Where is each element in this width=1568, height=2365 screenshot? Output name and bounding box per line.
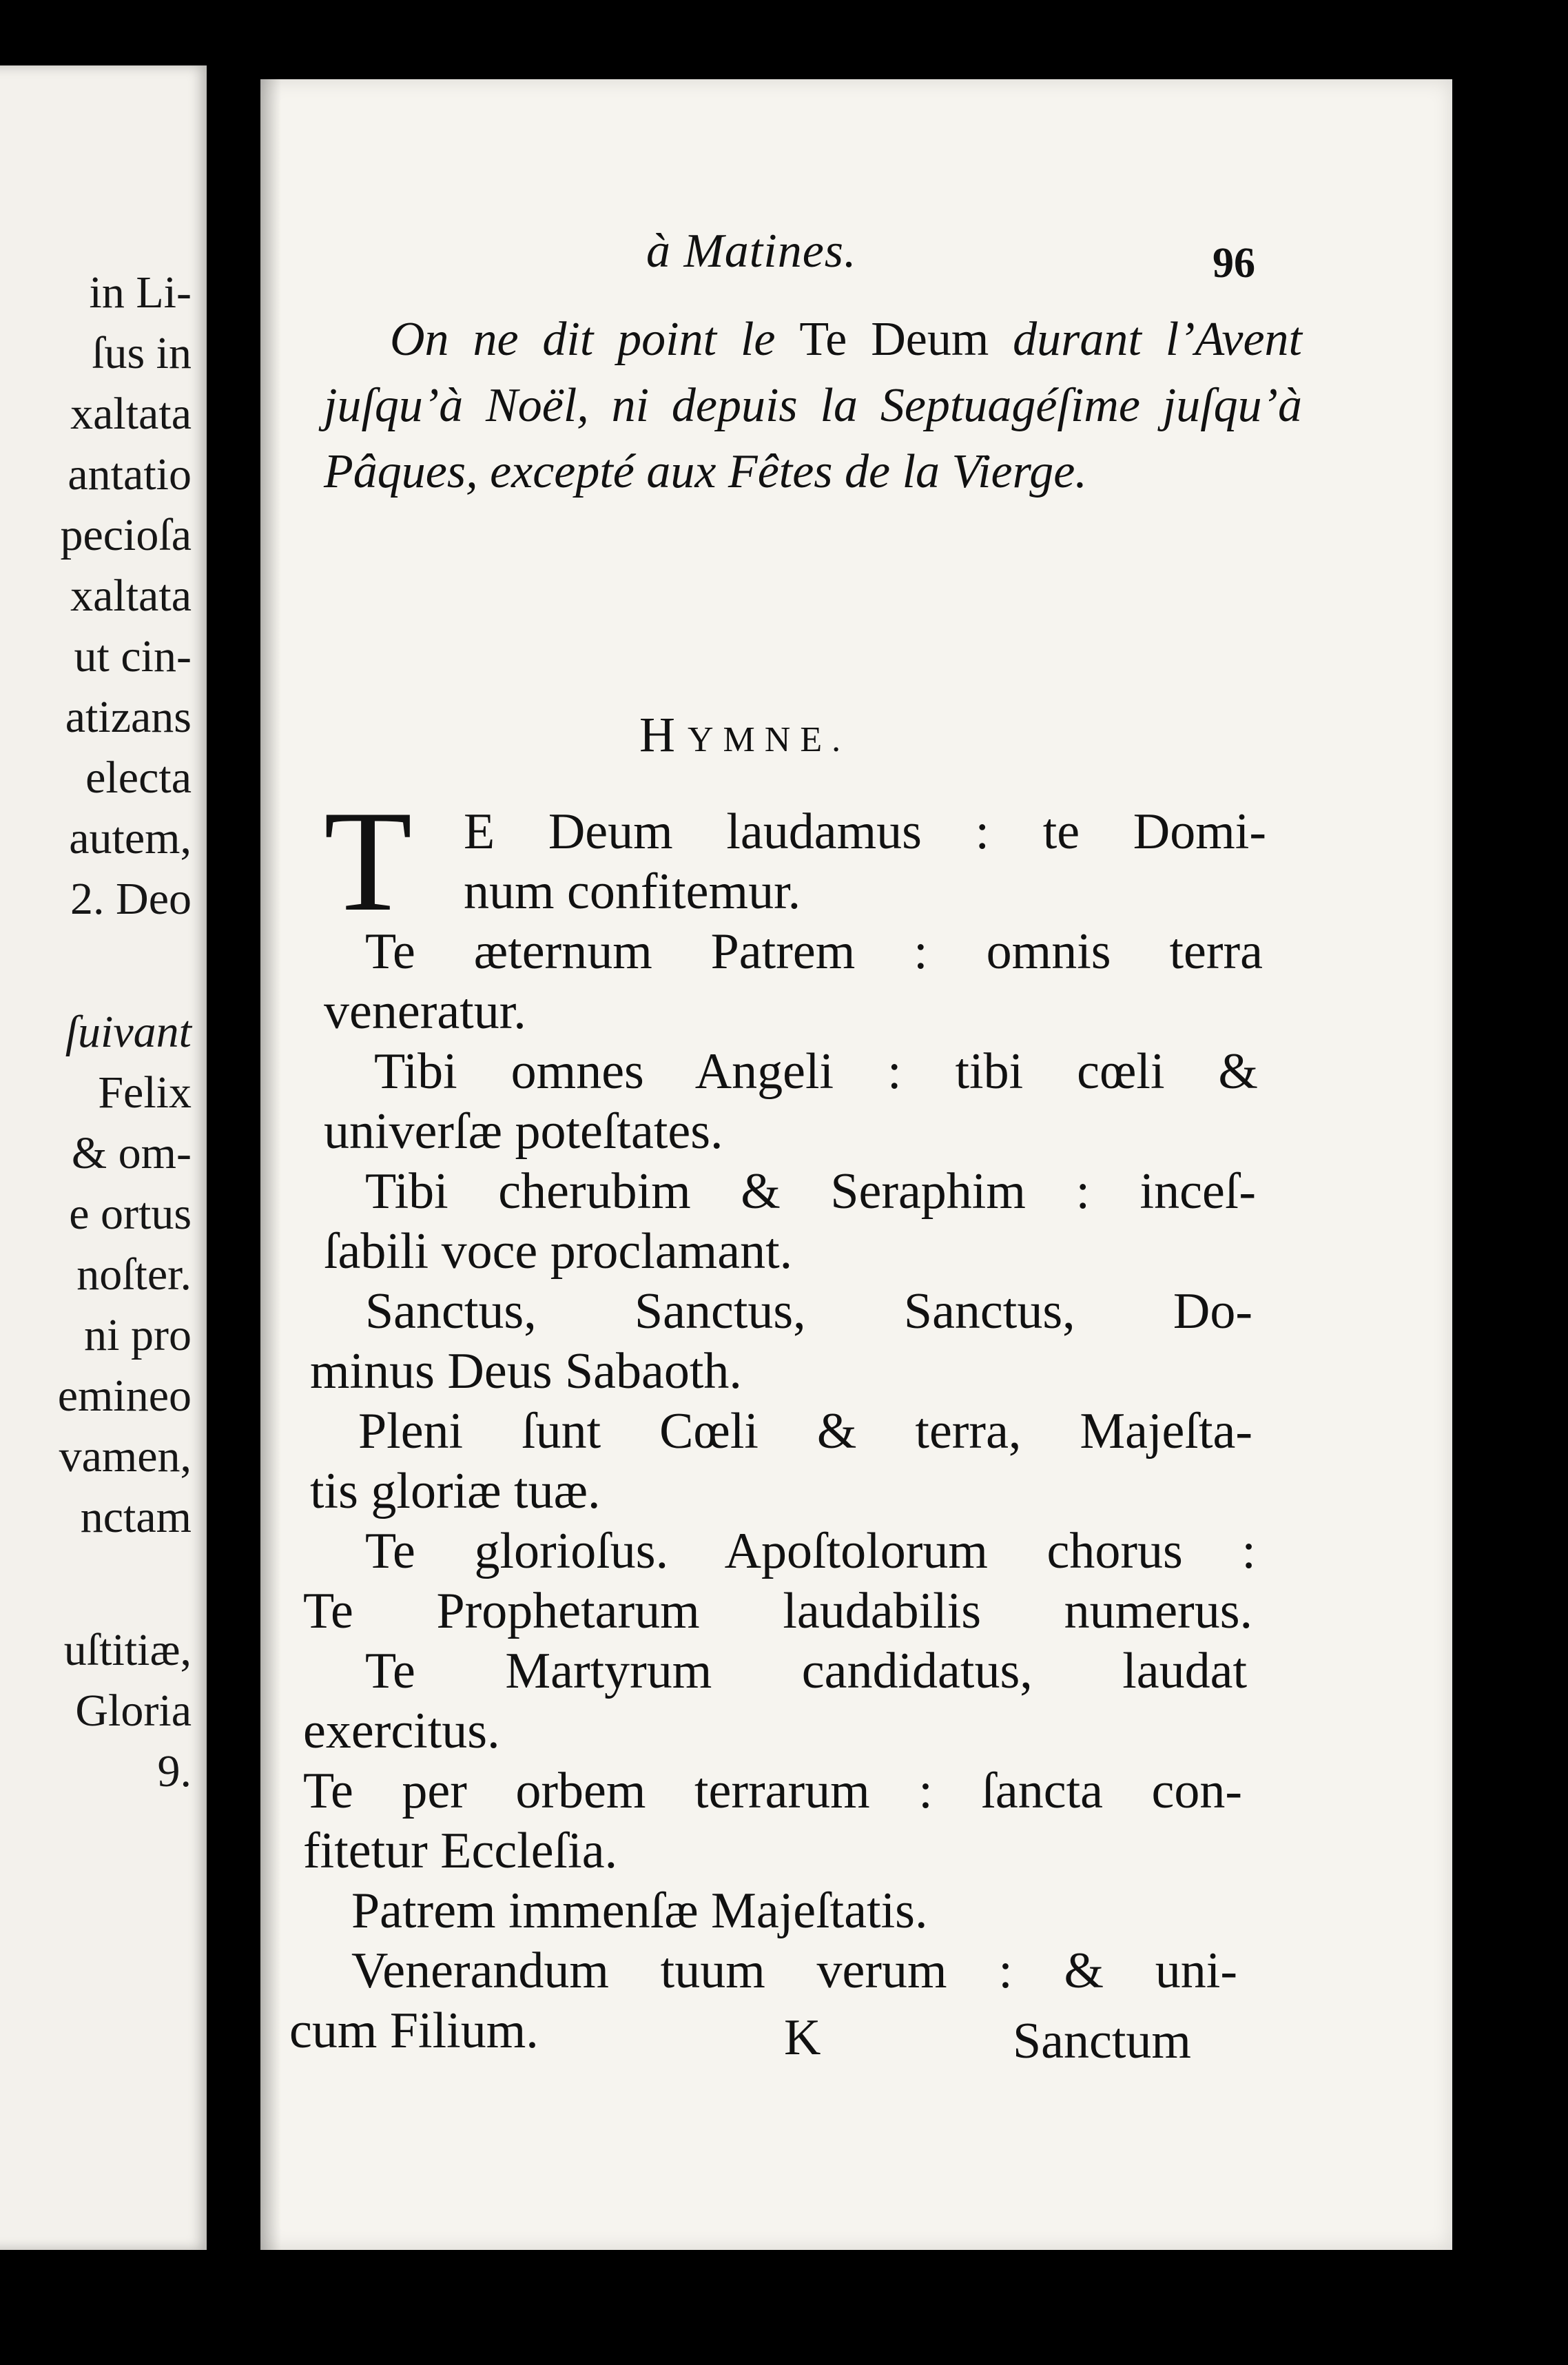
left-page-line: ſuivant [65,1007,192,1057]
left-page-line: emineo [57,1371,192,1421]
left-page-line: e ortus [69,1189,192,1239]
left-page-line: xaltata [70,571,192,621]
verse-line: num confitemur. [464,863,801,920]
drop-cap: T [324,781,413,941]
signature-mark: K [784,2009,821,2066]
left-page-line: & om- [71,1128,192,1178]
verse-line: cum Filium. [289,2003,539,2059]
left-page-line: antatio [68,449,192,500]
verse-line: Te Prophetarum laudabilis numerus. [303,1583,1252,1639]
verse-line: Patrem immenſæ Majeſtatis. [351,1883,928,1939]
verse-line: Te glorioſus. Apoſtolorum chorus : [365,1523,1256,1579]
verse-line: Pleni ſunt Cœli & terra, Majeſta- [358,1403,1252,1460]
gutter-shadow [260,79,281,2250]
left-page-line: noſter. [76,1249,192,1300]
left-page-line: Felix [98,1067,192,1118]
verse-line: Tibi omnes Angeli : tibi cœli & [374,1043,1258,1100]
left-page-fragment [0,65,207,2250]
left-page-line: uſtitiæ, [63,1625,192,1675]
page-number: 96 [1213,240,1255,287]
verse-line: Te per orbem terrarum : ſancta con- [303,1763,1242,1819]
rubric-instruction [324,307,1302,505]
rubric-part-2: durant l’Avent juſqu’à Noël, ni depuis la Septuagéſime juſqu’à Pâques, excepté aux Fêtes de la Vierge. [324,313,1302,498]
left-page-line: electa [85,752,192,803]
verse-line: Sanctus, Sanctus, Sanctus, Do- [365,1283,1252,1340]
left-page-line: autem, [69,813,192,863]
verse-line: tis gloriæ tuæ. [310,1463,601,1519]
rubric-part-1: On ne dit point le [390,313,800,366]
left-page-line: pecioſa [60,510,192,560]
left-page-line: atizans [65,692,192,742]
verse-line: minus Deus Sabaoth. [310,1343,742,1400]
left-page-line: xaltata [70,389,192,439]
left-page-line: ut cin- [74,631,192,682]
catchword: Sanctum [1013,2013,1191,2069]
verse-line: fitetur Eccleſia. [303,1823,618,1879]
main-page [260,79,1452,2250]
left-page-line: vamen, [59,1431,192,1482]
verse-line: exercitus. [303,1703,500,1759]
verse-line: veneratur. [324,983,526,1040]
left-page-line: ſus in [92,328,192,378]
verse-line: ſabili voce proclamant. [324,1223,793,1280]
running-header: à Matines. [646,225,857,278]
verse-line: Venerandum tuum verum : & uni- [351,1943,1237,1999]
hymn-heading [639,706,850,764]
rubric-te-deum: Te Deum [799,313,989,366]
verse-line: univerſæ poteſtates. [324,1103,723,1160]
verse-line: Tibi cherubim & Seraphim : inceſ- [365,1163,1256,1220]
verse-line: E Deum laudamus : te Domi- [464,803,1266,860]
left-page-line: in Li- [89,267,192,318]
hymn-heading-initial: H [639,707,688,762]
hymn-heading-rest: YMNE. [688,720,851,759]
left-page-line: 2. Deo [70,874,192,924]
verse-line: Te æternum Patrem : omnis terra [365,923,1263,980]
left-page-line: Gloria [75,1686,192,1736]
left-page-line: nctam [80,1492,192,1542]
verse-line: Te Martyrum candidatus, laudat [365,1643,1247,1699]
left-page-line: 9. [157,1746,192,1796]
left-page-line: ni pro [84,1310,192,1360]
